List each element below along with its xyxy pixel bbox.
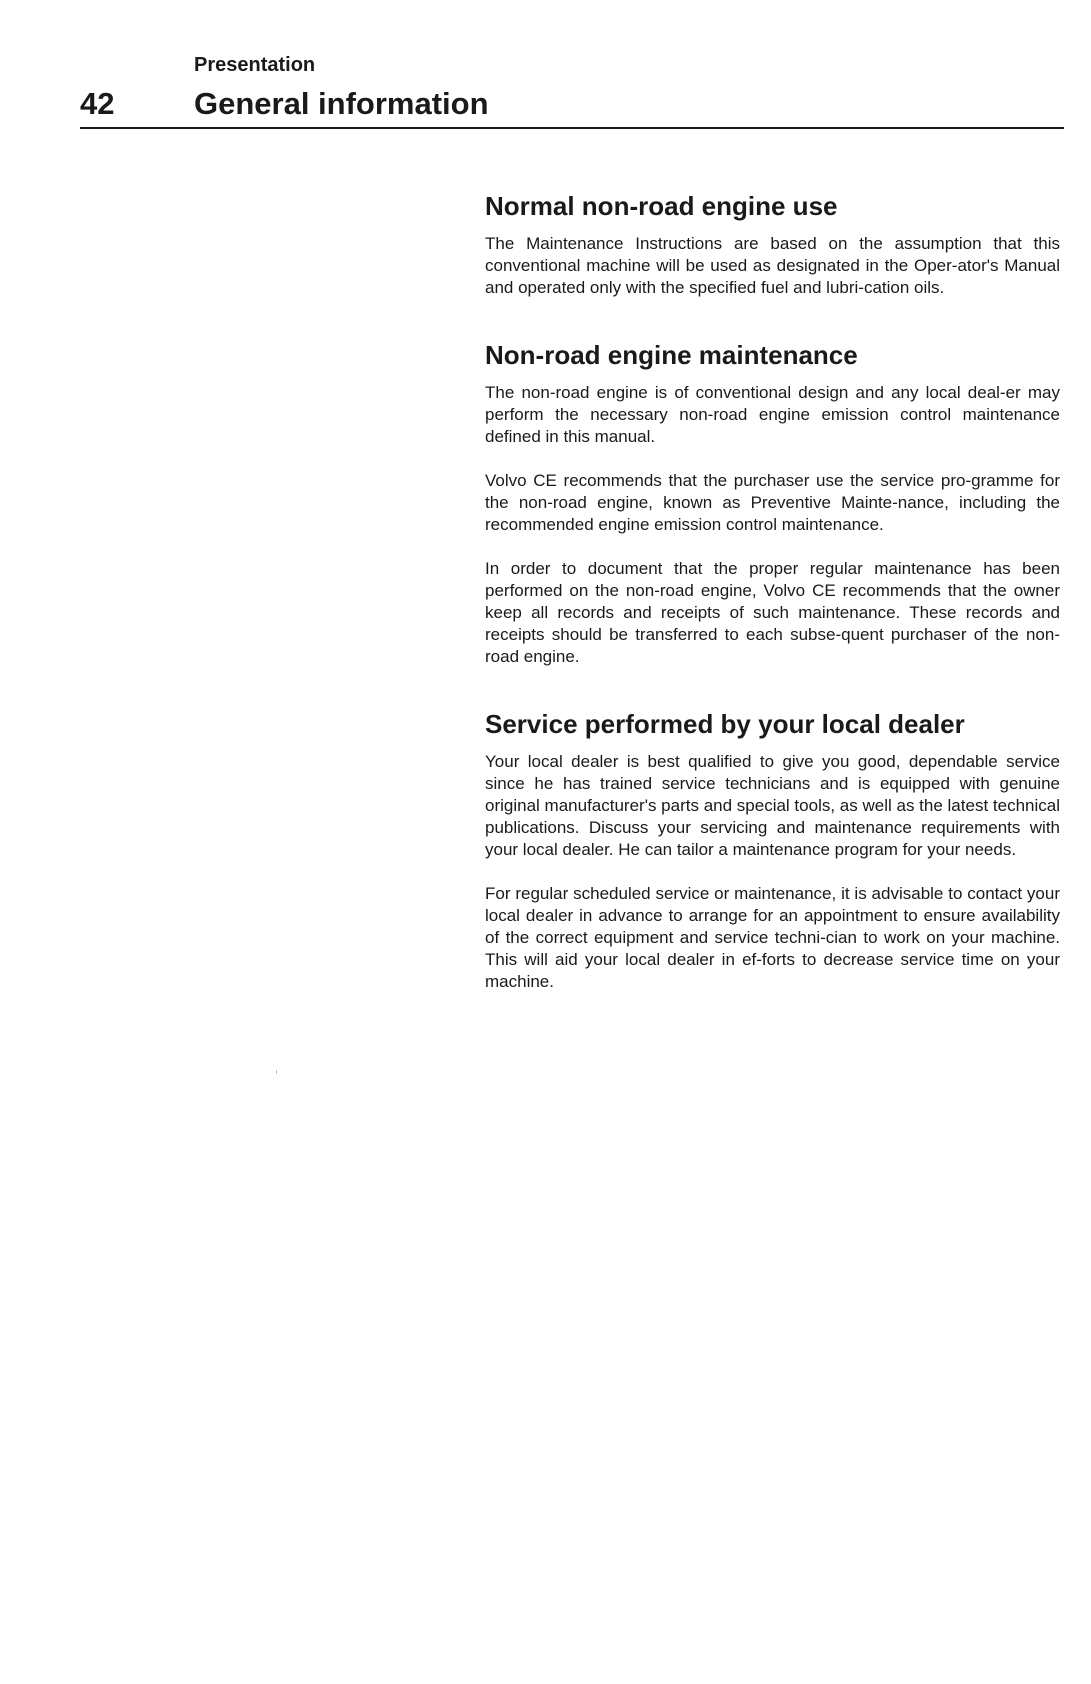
section-heading: Non-road engine maintenance xyxy=(485,340,858,370)
scan-speck xyxy=(276,1070,277,1074)
section-label: Presentation xyxy=(194,54,316,76)
section-normal-use xyxy=(485,190,1060,299)
paragraph: In order to document that the proper regular maintenance has been performed on the non-road engine, Volvo CE recommends that the owner keep all records and receipts of such maintenance. These records and receipts should be transferred to each subse-quent purchaser of the non-road engine. xyxy=(485,559,1060,666)
page-header xyxy=(0,0,1091,140)
paragraph: The Maintenance Instructions are based on the assumption that this conventional machine will be used as designated in the Oper-ator's Manual and operated only with the specified fuel and lubri-cation oils. xyxy=(485,234,1060,297)
section-engine-maintenance xyxy=(485,339,1060,668)
main-content xyxy=(485,190,1060,993)
paragraph: For regular scheduled service or maintenance, it is advisable to contact your local dealer in advance to arrange for an appointment to ensure availability of the correct equipment and service techni-cian to work on your machine. This will aid your local dealer in ef-forts to decrease service time on your machine. xyxy=(485,884,1060,991)
header-divider xyxy=(80,127,1064,129)
section-local-dealer xyxy=(485,708,1060,993)
paragraph: Your local dealer is best qualified to give you good, dependable service since he has trained service technicians and is equipped with genuine original manufacturer's parts and special tools, as well as the latest technical publications. Discuss your servicing and maintenance requirements with your local dealer. He can tailor a maintenance program for your needs. xyxy=(485,752,1060,859)
section-heading: Normal non-road engine use xyxy=(485,191,838,221)
page-title: General information xyxy=(194,86,489,121)
paragraph: Volvo CE recommends that the purchaser use the service pro-gramme for the non-road engine, known as Preventive Mainte-nance, including the recommended engine emission control maintenance. xyxy=(485,471,1060,534)
paragraph: The non-road engine is of conventional design and any local deal-er may perform the necessary non-road engine emission control maintenance defined in this manual. xyxy=(485,383,1060,446)
page-number: 42 xyxy=(80,86,115,121)
section-heading: Service performed by your local dealer xyxy=(485,709,965,739)
